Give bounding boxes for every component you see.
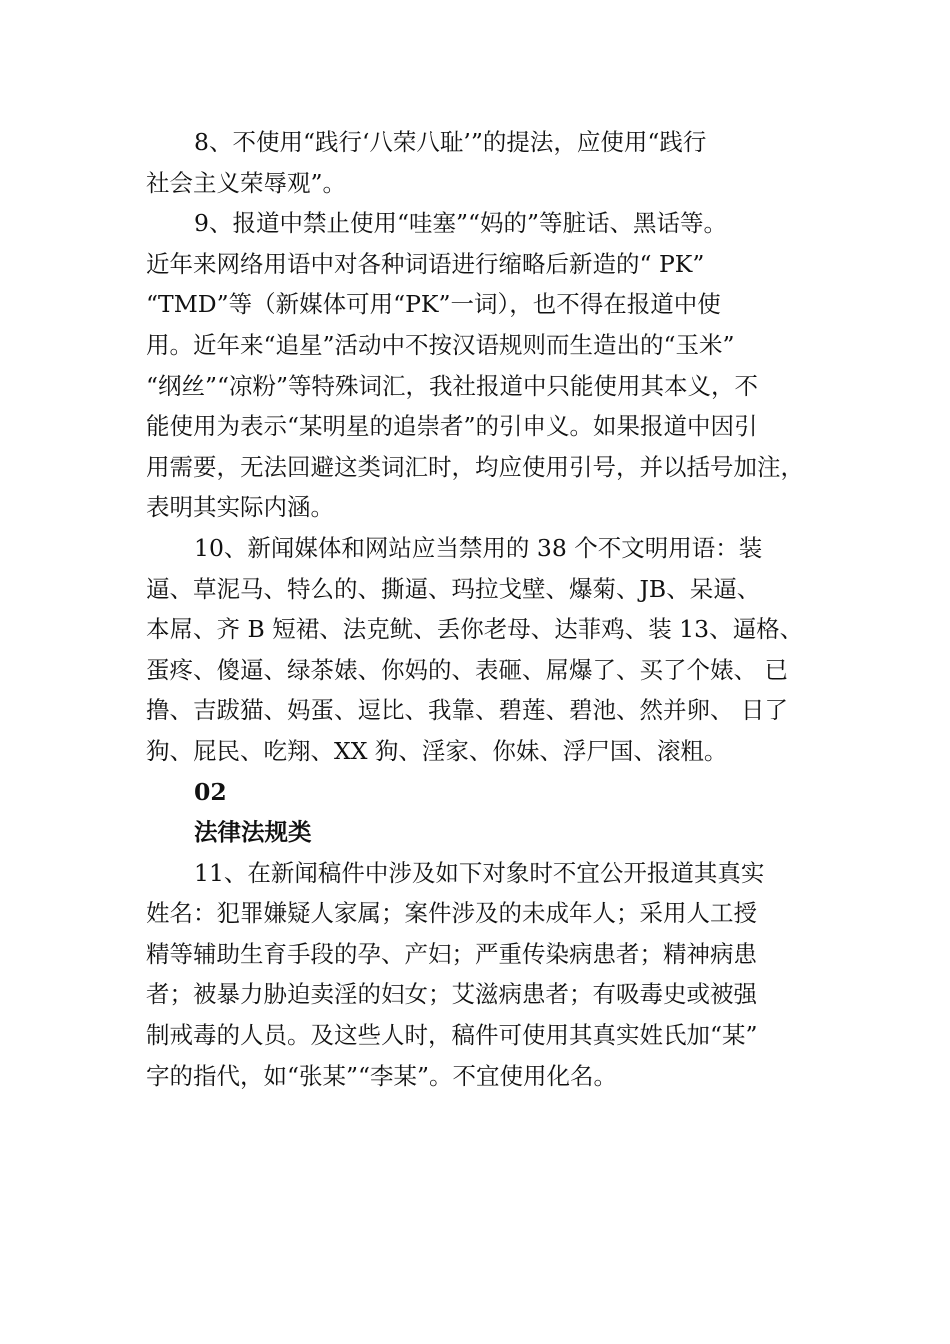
text-line: 用。近年来“追星”活动中不按汉语规则而生造出的“玉米” (146, 330, 735, 359)
text-line: “TMD”等（新媒体可用“PK”一词），也不得在报道中使 (146, 290, 721, 319)
paragraph-item-10 (146, 528, 836, 772)
text-line: 10、新闻媒体和网站应当禁用的 38 个不文明用语：装 (194, 533, 763, 562)
text-line: 蛋疼、傻逼、绿茶婊、你妈的、表砸、屌爆了、买了个婊、 已 (146, 655, 788, 684)
paragraph-item-8 (146, 122, 836, 203)
text-line: 本屌、齐 B 短裙、法克鱿、丢你老母、达菲鸡、装 13、逼格、 (146, 615, 804, 644)
text-line: 11、在新闻稿件中涉及如下对象时不宜公开报道其真实 (194, 858, 765, 887)
paragraph-item-11 (146, 853, 836, 1097)
section-title: 法律法规类 (194, 818, 312, 847)
section-heading (146, 772, 836, 853)
text-line: 社会主义荣辱观”。 (146, 168, 347, 197)
text-line: “纲丝”“凉粉”等特殊词汇，我社报道中只能使用其本义，不 (146, 371, 759, 400)
text-line: 狗、屁民、吃翔、XX 狗、淫家、你妹、浮尸国、滚粗。 (146, 736, 728, 765)
text-line: 精等辅助生育手段的孕、产妇；严重传染病患者；精神病患 (146, 939, 757, 968)
text-line: 制戒毒的人员。及这些人时，稿件可使用其真实姓氏加“某” (146, 1021, 758, 1050)
text-line: 表明其实际内涵。 (146, 493, 334, 522)
text-line: 8、不使用“践行‘八荣八耻’”的提法，应使用“践行 (194, 128, 707, 156)
document-body (146, 122, 836, 1096)
section-number: 02 (194, 777, 227, 806)
text-line: 9、报道中禁止使用“哇塞”“妈的”等脏话、黑话等。 (194, 209, 728, 238)
text-line: 者；被暴力胁迫卖淫的妇女；艾滋病患者；有吸毒史或被强 (146, 980, 757, 1009)
text-line: 能使用为表示“某明星的追崇者”的引申义。如果报道中因引 (146, 412, 758, 441)
text-line: 用需要，无法回避这类词汇时，均应使用引号，并以括号加注， (146, 452, 804, 481)
text-line: 近年来网络用语中对各种词语进行缩略后新造的“ PK” (146, 249, 705, 278)
text-line: 逼、草泥马、特么的、撕逼、玛拉戈壁、爆菊、JB、呆逼、 (146, 574, 761, 603)
paragraph-item-9 (146, 203, 836, 528)
text-line: 撸、吉跋猫、妈蛋、逗比、我靠、碧莲、碧池、然并卵、 日了 (146, 696, 788, 725)
text-line: 姓名：犯罪嫌疑人家属；案件涉及的未成年人；采用人工授 (146, 899, 757, 928)
text-line: 字的指代，如“张某”“李某”。不宜使用化名。 (146, 1061, 618, 1090)
